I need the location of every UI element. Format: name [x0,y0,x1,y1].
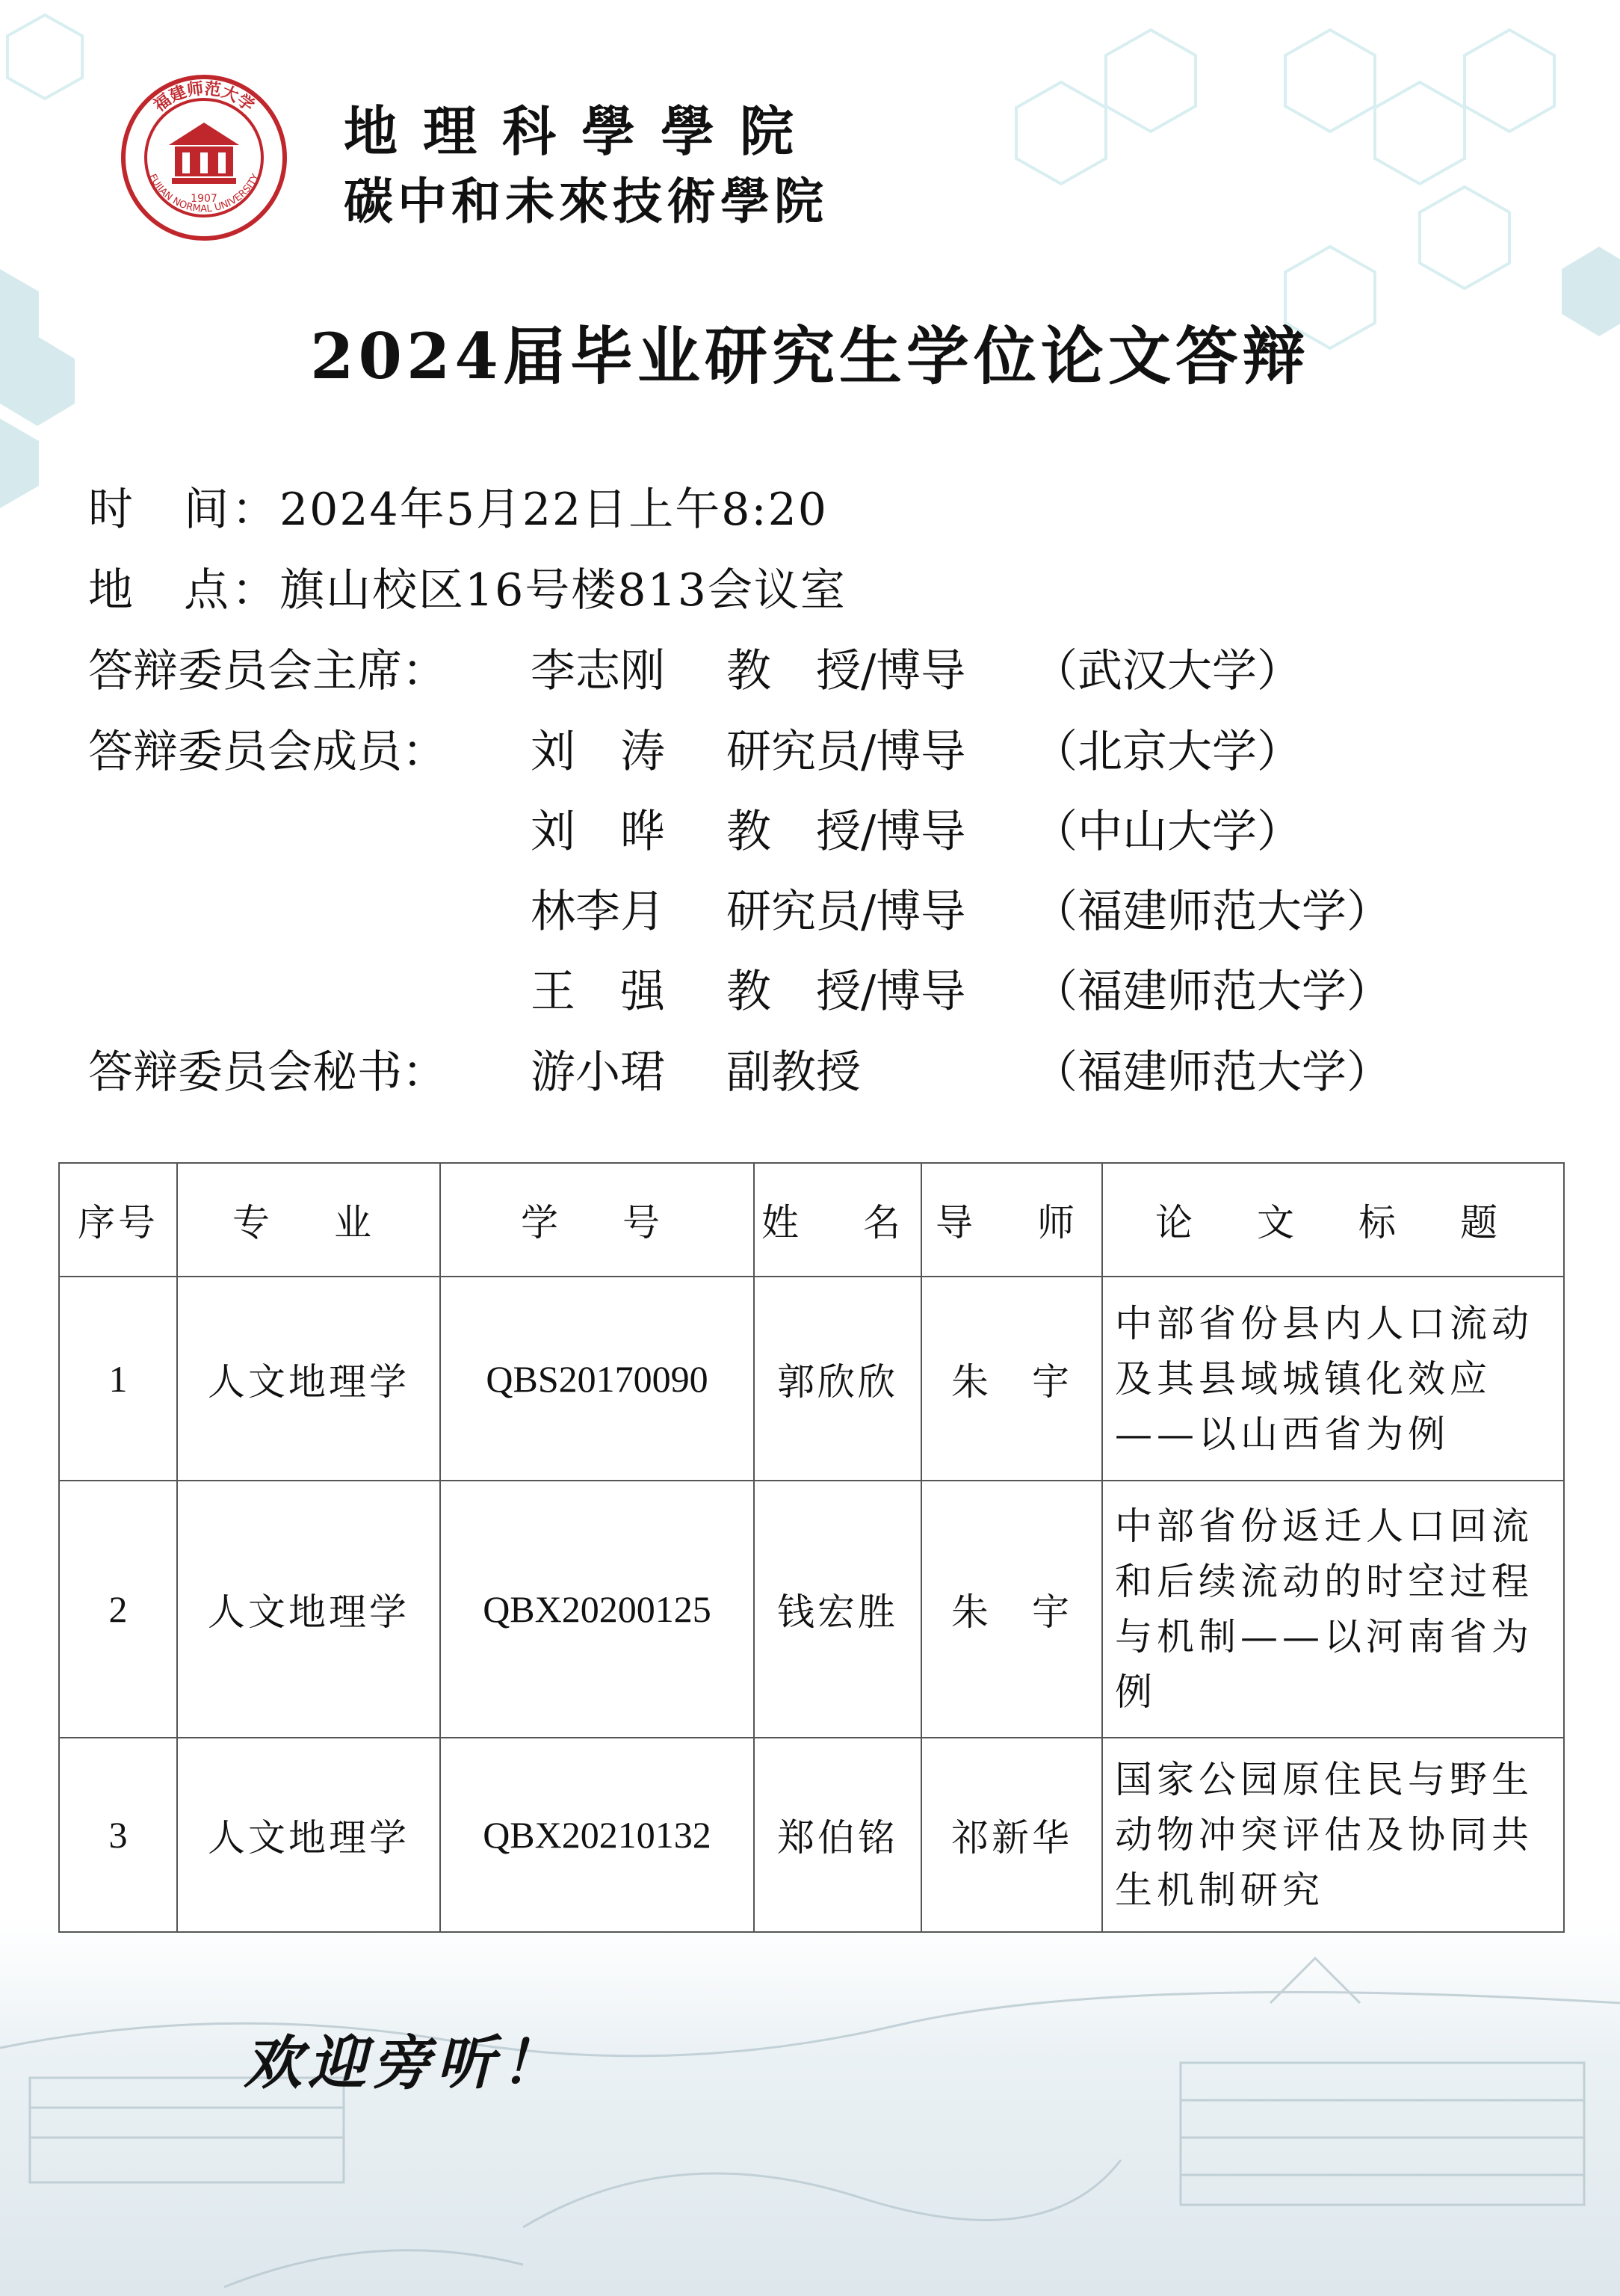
row-student-id: QBX20210132 [440,1738,754,1932]
row-thesis-title: 中部省份返迁人口回流和后续流动的时空过程与机制——以河南省为例 [1102,1481,1564,1738]
chair-label: 答辩委员会主席： [88,645,447,697]
member-name: 刘 涛 [531,726,665,778]
secretary-title: 副教授 [726,1046,861,1099]
chair-name: 李志刚 [531,645,665,697]
table-row [59,1481,1564,1738]
secretary-affiliation: （福建师范大学） [1033,1046,1391,1099]
campus-sketch-background [0,1913,1620,2296]
col-header-advisor: 导 师 [921,1163,1102,1277]
member-name: 林李月 [531,886,665,938]
row-thesis-title: 中部省份县内人口流动及其县域城镇化效应——以山西省为例 [1102,1277,1564,1481]
row-name: 郑伯铭 [754,1738,921,1932]
row-advisor: 朱 宇 [921,1277,1102,1481]
col-header-student-id: 学 号 [440,1163,754,1277]
row-number: 3 [59,1738,177,1932]
welcome-message: 欢迎旁听！ [244,2029,566,2097]
member-affiliation: （福建师范大学） [1033,886,1391,938]
svg-text:FUJIAN NORMAL UNIVERSITY: FUJIAN NORMAL UNIVERSITY [146,172,262,215]
time-line [88,484,828,536]
row-number: 2 [59,1481,177,1738]
time-value: 2024年5月22日上午8:20 [279,484,828,536]
svg-text:福建师范大学: 福建师范大学 [149,78,259,116]
chair-title: 教 授/博导 [726,645,966,697]
col-header-thesis-title: 论 文 标 题 [1102,1163,1564,1277]
member-title: 教 授/博导 [726,966,966,1018]
place-label: 地 点： [88,564,279,617]
row-major: 人文地理学 [177,1277,440,1481]
row-advisor: 朱 宇 [921,1481,1102,1738]
place-line [88,564,847,617]
chair-affiliation: （武汉大学） [1033,645,1302,697]
member-name: 王 强 [531,966,665,1018]
member-title: 教 授/博导 [726,806,966,858]
school-name-line2: 碳中和未來技術學院 [344,172,828,230]
row-student-id: QBX20200125 [440,1481,754,1738]
row-advisor: 祁新华 [921,1738,1102,1932]
table-row [59,1277,1564,1481]
table-header-row [59,1163,1564,1277]
col-header-name: 姓 名 [754,1163,921,1277]
member-title: 研究员/博导 [726,726,966,778]
secretary-label: 答辩委员会秘书： [88,1046,447,1099]
row-name: 钱宏胜 [754,1481,921,1738]
university-logo [120,73,288,242]
members-label: 答辩委员会成员： [88,726,447,778]
row-major: 人文地理学 [177,1481,440,1738]
row-name: 郭欣欣 [754,1277,921,1481]
col-header-number: 序号 [59,1163,177,1277]
member-title: 研究员/博导 [726,886,966,938]
row-thesis-title: 国家公园原住民与野生动物冲突评估及协同共生机制研究 [1102,1738,1564,1932]
row-major: 人文地理学 [177,1738,440,1932]
secretary-name: 游小珺 [531,1046,665,1099]
col-header-major: 专 业 [177,1163,440,1277]
member-name: 刘 晔 [531,806,665,858]
member-affiliation: （中山大学） [1033,806,1302,858]
member-affiliation: （北京大学） [1033,726,1302,778]
school-name-line1: 地理科學學院 [344,99,820,163]
svg-text:1907: 1907 [191,193,217,205]
row-student-id: QBS20170090 [440,1277,754,1481]
row-number: 1 [59,1277,177,1481]
time-label: 时 间： [88,484,279,536]
place-value: 旗山校区16号楼813会议室 [279,564,847,617]
defense-table [58,1162,1565,1933]
table-row [59,1738,1564,1932]
event-title: 2024届毕业研究生学位论文答辩 [310,319,1310,393]
member-affiliation: （福建师范大学） [1033,966,1391,1018]
